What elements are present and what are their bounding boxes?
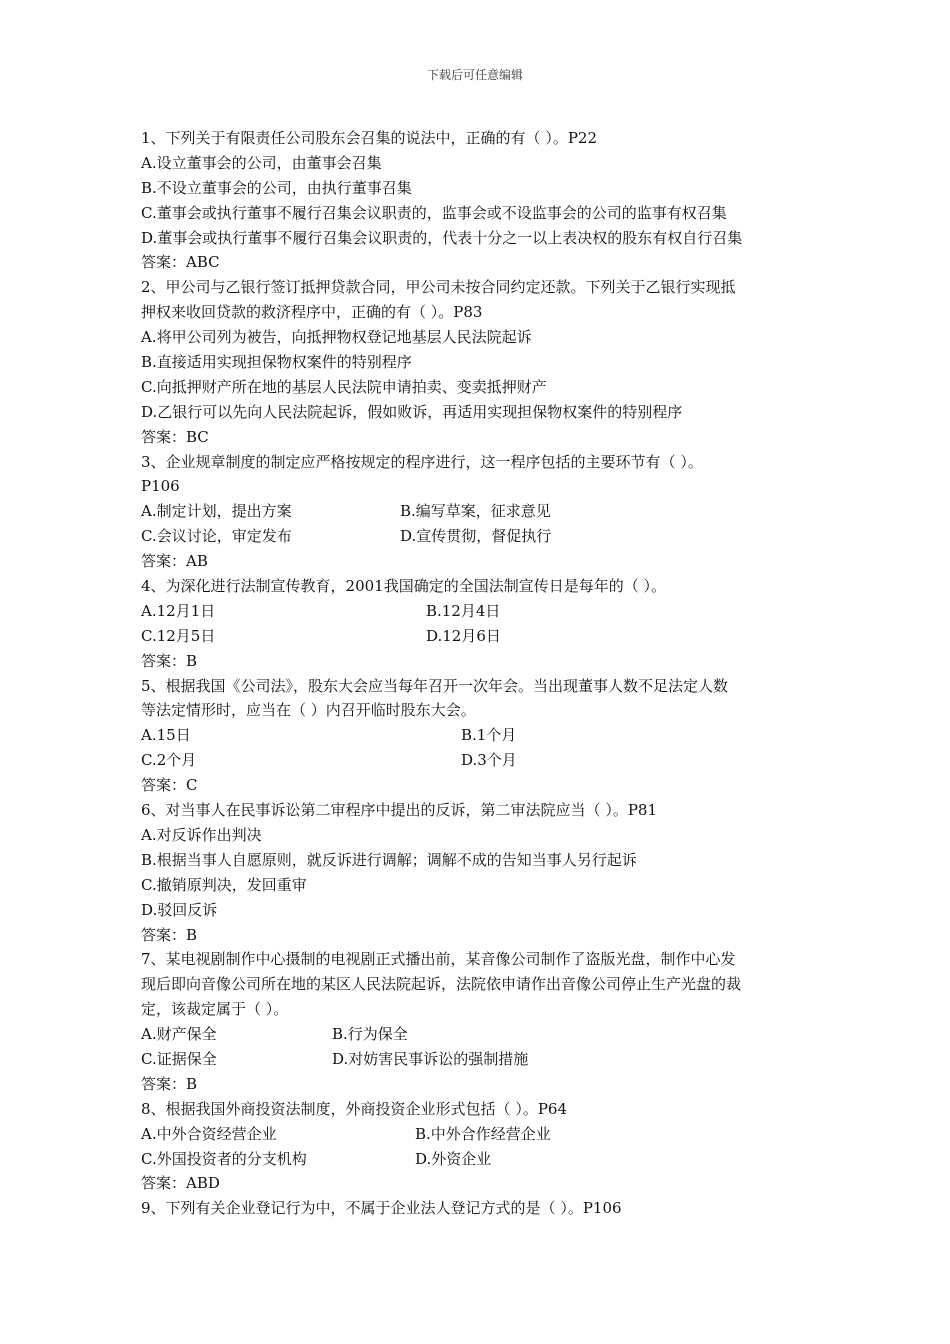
question-2-option-a: A.将甲公司列为被告，向抵押物权登记地基层人民法院起诉 — [141, 328, 532, 347]
question-8-option-c: C.外国投资者的分支机构 — [141, 1149, 307, 1168]
question-7-stem-line-2: 现后即向音像公司所在地的某区人民法院起诉，法院依申请作出音像公司停止生产光盘的裁 — [141, 975, 742, 994]
question-3-option-d: D.宣传贯彻，督促执行 — [400, 527, 552, 546]
question-6-option-b: B.根据当事人自愿原则，就反诉进行调解；调解不成的告知当事人另行起诉 — [141, 850, 637, 869]
question-8-option-a: A.中外合资经营企业 — [141, 1124, 277, 1143]
question-3-option-row-1 — [141, 499, 831, 524]
question-3-stem-line-2: P106 — [141, 477, 180, 496]
question-1 — [141, 126, 831, 275]
question-list — [141, 126, 831, 1221]
question-8-stem: 8、根据我国外商投资法制度，外商投资企业形式包括（ ）。P64 — [141, 1099, 567, 1118]
question-2-option-d: D.乙银行可以先向人民法院起诉，假如败诉，再适用实现担保物权案件的特别程序 — [141, 402, 683, 421]
question-7-option-row-2 — [141, 1047, 831, 1072]
question-2-option-c: C.向抵押财产所在地的基层人民法院申请拍卖、变卖抵押财产 — [141, 377, 547, 396]
question-8-answer: 答案：ABD — [141, 1174, 220, 1193]
question-3-option-c: C.会议讨论，审定发布 — [141, 527, 292, 546]
question-3-option-a: A.制定计划，提出方案 — [141, 502, 292, 521]
question-4-option-row-2 — [141, 624, 831, 649]
question-8-option-row-2 — [141, 1147, 831, 1172]
question-6-option-c: C.撤销原判决，发回重审 — [141, 875, 307, 894]
question-1-option-d: D.董事会或执行董事不履行召集会议职责的，代表十分之一以上表决权的股东有权自行召集 — [141, 228, 743, 247]
question-5-option-d: D.3个月 — [461, 751, 517, 770]
question-4-option-d: D.12月6日 — [426, 626, 501, 645]
question-7-answer: 答案：B — [141, 1074, 198, 1093]
question-7-stem-line-1: 7、某电视剧制作中心摄制的电视剧正式播出前，某音像公司制作了盗版光盘，制作中心发 — [141, 950, 736, 969]
question-8-option-d: D.外资企业 — [415, 1149, 492, 1168]
question-9-stem: 9、下列有关企业登记行为中，不属于企业法人登记方式的是（ ）。P106 — [141, 1199, 622, 1218]
question-4-option-b: B.12月4日 — [426, 601, 501, 620]
question-7-option-a: A.财产保全 — [141, 1025, 217, 1044]
question-8-option-row-1 — [141, 1122, 831, 1147]
question-7-option-row-1 — [141, 1022, 831, 1047]
question-7-stem-line-3: 定，该裁定属于（ ）。 — [141, 1000, 289, 1019]
question-4 — [141, 574, 831, 674]
question-7-option-b: B.行为保全 — [332, 1025, 408, 1044]
question-5-answer: 答案：C — [141, 776, 198, 795]
question-6-stem: 6、对当事人在民事诉讼第二审程序中提出的反诉，第二审法院应当（ ）。P81 — [141, 801, 657, 820]
question-5-option-b: B.1个月 — [461, 726, 517, 745]
question-1-option-c: C.董事会或执行董事不履行召集会议职责的，监事会或不设监事会的公司的监事有权召集 — [141, 203, 727, 222]
question-8-option-b: B.中外合作经营企业 — [415, 1124, 551, 1143]
question-3-answer: 答案：AB — [141, 552, 208, 571]
question-9 — [141, 1196, 831, 1221]
page-header: 下载后可任意编辑 — [426, 68, 523, 82]
question-4-answer: 答案：B — [141, 651, 198, 670]
question-7-option-c: C.证据保全 — [141, 1049, 217, 1068]
question-6-answer: 答案：B — [141, 925, 198, 944]
question-3 — [141, 450, 831, 574]
question-5-option-row-1 — [141, 723, 831, 748]
question-3-stem-line-1: 3、企业规章制度的制定应严格按规定的程序进行，这一程序包括的主要环节有（ ）。 — [141, 452, 703, 471]
question-5 — [141, 674, 831, 798]
question-2-stem-line-1: 2、甲公司与乙银行签订抵押贷款合同，甲公司未按合同约定还款。下列关于乙银行实现抵 — [141, 278, 736, 297]
question-1-answer: 答案：ABC — [141, 253, 220, 272]
question-6-option-a: A.对反诉作出判决 — [141, 825, 262, 844]
question-5-option-a: A.15日 — [141, 726, 191, 745]
question-6-option-d: D.驳回反诉 — [141, 900, 218, 919]
question-8 — [141, 1097, 831, 1197]
question-2-option-b: B.直接适用实现担保物权案件的特别程序 — [141, 353, 412, 372]
question-7 — [141, 947, 831, 1096]
question-2 — [141, 275, 831, 449]
question-4-option-c: C.12月5日 — [141, 626, 216, 645]
question-5-option-c: C.2个月 — [141, 751, 197, 770]
question-4-option-row-1 — [141, 599, 831, 624]
question-6 — [141, 798, 831, 947]
question-5-stem-line-1: 5、根据我国《公司法》，股东大会应当每年召开一次年会。当出现董事人数不足法定人数 — [141, 676, 729, 695]
question-1-option-b: B.不设立董事会的公司，由执行董事召集 — [141, 178, 412, 197]
question-5-option-row-2 — [141, 748, 831, 773]
question-1-stem: 1、下列关于有限责任公司股东会召集的说法中，正确的有（ ）。P22 — [141, 129, 597, 147]
question-3-option-b: B.编写草案，征求意见 — [400, 502, 551, 521]
question-4-option-a: A.12月1日 — [141, 601, 216, 620]
question-2-stem-line-2: 押权来收回贷款的救济程序中，正确的有（ ）。P83 — [141, 303, 483, 322]
question-5-stem-line-2: 等法定情形时，应当在（ ）内召开临时股东大会。 — [141, 701, 476, 720]
question-4-stem: 4、为深化进行法制宣传教育，2001我国确定的全国法制宣传日是每年的（ ）。 — [141, 577, 666, 596]
question-2-answer: 答案：BC — [141, 427, 209, 446]
question-7-option-d: D.对妨害民事诉讼的强制措施 — [332, 1049, 529, 1068]
question-3-option-row-2 — [141, 524, 831, 549]
question-1-option-a: A.设立董事会的公司，由董事会召集 — [141, 153, 382, 172]
